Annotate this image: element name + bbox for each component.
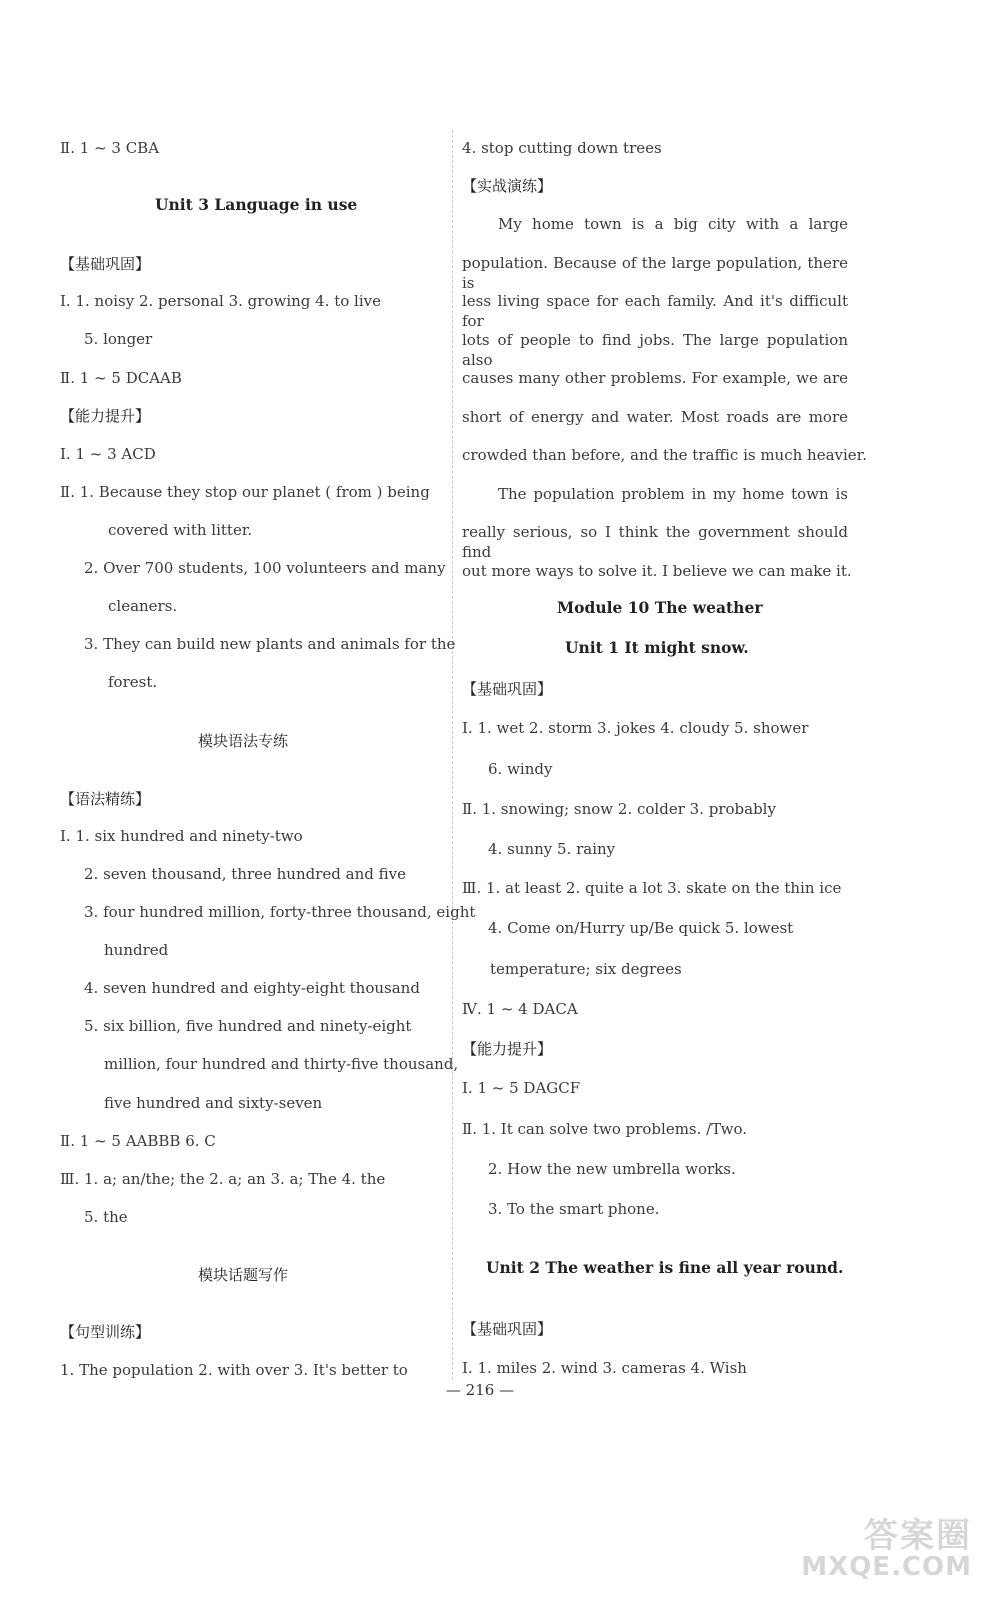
answer-line: Ⅱ. 1 ~ 5 DCAAB	[60, 369, 182, 387]
answer-line: 4. sunny 5. rainy	[488, 840, 616, 858]
section-heading-yufa: 【语法精练】	[60, 790, 151, 808]
essay-line: really serious, so I think the government should find	[462, 523, 848, 561]
answer-line: 6. windy	[488, 760, 553, 778]
essay-line: out more ways to solve it. I believe we can make it.	[462, 562, 852, 580]
answer-line: cleaners.	[108, 597, 178, 615]
section-heading-nengli: 【能力提升】	[462, 1040, 553, 1058]
essay-line: short of energy and water. Most roads are more	[462, 408, 848, 426]
answer-line: 5. six billion, five hundred and ninety-eight	[84, 1017, 412, 1035]
essay-line: lots of people to find jobs. The large population also	[462, 331, 848, 369]
section-heading-shizhan: 【实战演练】	[462, 177, 553, 195]
unit3-heading: Unit 3 Language in use	[155, 195, 358, 214]
answer-line: 3. four hundred million, forty-three thousand, eight	[84, 903, 476, 921]
answer-line: Ⅲ. 1. a; an/the; the 2. a; an 3. a; The 4. the	[60, 1170, 386, 1188]
answer-line: Ⅱ. 1 ~ 3 CBA	[60, 139, 160, 157]
answer-line: Ⅱ. 1. snowing; snow 2. colder 3. probably	[462, 800, 776, 818]
page-number: — 216 —	[445, 1381, 515, 1399]
module10-heading: Module 10 The weather	[557, 598, 763, 617]
answer-line: 4. Come on/Hurry up/Be quick 5. lowest	[488, 919, 794, 937]
essay-line: population. Because of the large population, there is	[462, 254, 848, 292]
answer-line: Ⅲ. 1. at least 2. quite a lot 3. skate on the thin ice	[462, 879, 842, 897]
section-heading-jichu: 【基础巩固】	[60, 255, 151, 273]
answer-line: Ⅰ. 1. six hundred and ninety-two	[60, 827, 303, 845]
column-divider	[452, 130, 453, 1380]
section-heading-jichu: 【基础巩固】	[462, 1320, 553, 1338]
answer-line: temperature; six degrees	[490, 960, 682, 978]
answer-line: covered with litter.	[108, 521, 253, 539]
answer-line: hundred	[104, 941, 169, 959]
essay-line: The population problem in my home town is	[498, 485, 848, 503]
answer-line: Ⅰ. 1. miles 2. wind 3. cameras 4. Wish	[462, 1359, 747, 1377]
answer-line: Ⅰ. 1. wet 2. storm 3. jokes 4. cloudy 5. shower	[462, 719, 809, 737]
answer-line: five hundred and sixty-seven	[104, 1094, 323, 1112]
essay-line: causes many other problems. For example, we are	[462, 369, 848, 387]
watermark-logo: 答案圈	[864, 1516, 972, 1556]
answer-line: Ⅱ. 1. It can solve two problems. /Two.	[462, 1120, 748, 1138]
answer-line: Ⅳ. 1 ~ 4 DACA	[462, 1000, 578, 1018]
answer-line: Ⅱ. 1. Because they stop our planet ( from ) being	[60, 483, 430, 501]
watermark	[792, 1508, 972, 1593]
answer-line: 5. longer	[84, 330, 153, 348]
answer-line: forest.	[108, 673, 158, 691]
answer-line: 2. How the new umbrella works.	[488, 1160, 736, 1178]
unit1-heading: Unit 1 It might snow.	[565, 638, 749, 657]
answer-line: 2. seven thousand, three hundred and five	[84, 865, 406, 883]
essay-line: less living space for each family. And it's difficult for	[462, 292, 848, 330]
answer-line: 5. the	[84, 1208, 128, 1226]
answer-line: Ⅰ. 1 ~ 3 ACD	[60, 445, 156, 463]
answer-line: 1. The population 2. with over 3. It's better to	[60, 1361, 408, 1379]
unit2-heading: Unit 2 The weather is fine all year round.	[486, 1258, 844, 1277]
writing-heading: 模块话题写作	[198, 1266, 289, 1284]
answer-line: Ⅰ. 1. noisy 2. personal 3. growing 4. to live	[60, 292, 381, 310]
answer-line: Ⅰ. 1 ~ 5 DAGCF	[462, 1079, 581, 1097]
section-heading-jichu: 【基础巩固】	[462, 680, 553, 698]
essay-line: crowded than before, and the traffic is much heavier.	[462, 446, 867, 464]
answer-line: 4. seven hundred and eighty-eight thousand	[84, 979, 420, 997]
section-heading-juxing: 【句型训练】	[60, 1323, 151, 1341]
answer-line: million, four hundred and thirty-five thousand,	[104, 1055, 459, 1073]
grammar-heading: 模块语法专练	[198, 732, 289, 750]
answer-line: 2. Over 700 students, 100 volunteers and many	[84, 559, 446, 577]
section-heading-nengli: 【能力提升】	[60, 407, 151, 425]
answer-line: 3. They can build new plants and animals for the	[84, 635, 456, 653]
essay-line: My home town is a big city with a large	[498, 215, 848, 233]
answer-line: 4. stop cutting down trees	[462, 139, 662, 157]
watermark-url: MXQE.COM	[801, 1552, 972, 1582]
answer-line: 3. To the smart phone.	[488, 1200, 660, 1218]
answer-line: Ⅱ. 1 ~ 5 AABBB 6. C	[60, 1132, 216, 1150]
